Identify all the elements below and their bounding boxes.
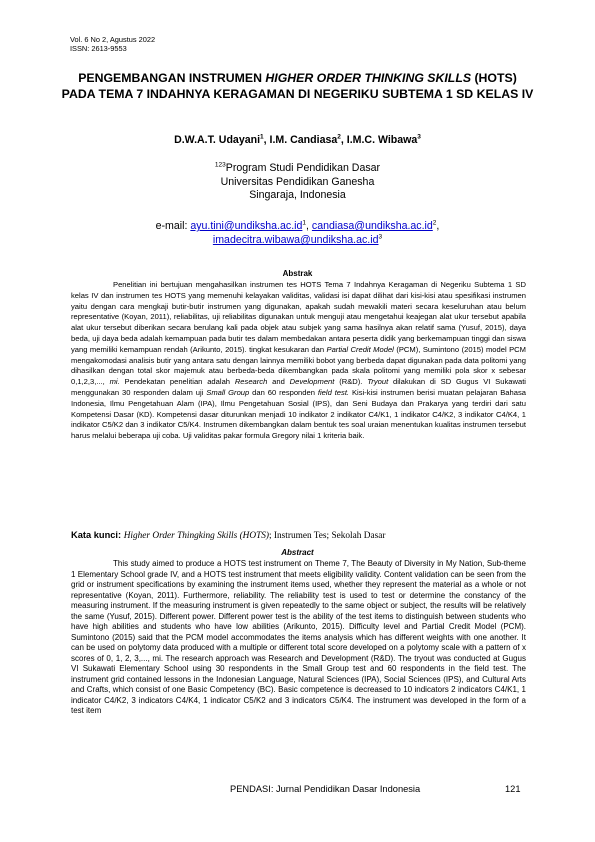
- author-list: [60, 134, 535, 146]
- email-separator: ,: [306, 220, 312, 232]
- abstrak-text-b: Partial Credit Model: [326, 344, 394, 354]
- email-1-sup: 1: [302, 219, 307, 227]
- affiliation-line-3: Singaraja, Indonesia: [249, 189, 346, 201]
- keywords-italic: Higher Order Thingking Skills (HOTS): [123, 531, 270, 541]
- abstrak-text-i: (R&D).: [334, 377, 368, 387]
- email-link-2[interactable]: candiasa@undiksha.ac.id: [311, 220, 433, 232]
- abstrak-text-h: Development: [289, 377, 335, 387]
- email-link-3[interactable]: imadecitra.wibawa@undiksha.ac.id: [212, 234, 379, 246]
- abstrak-text-k: dilakukan di SD Gugus VI Sukawati menggunakan 30 responden dalam uji: [71, 377, 526, 397]
- abstrak-text-l: Small Group: [206, 387, 250, 397]
- email-2-sup: 2: [432, 219, 437, 227]
- title-part-1: PENGEMBANGAN INSTRUMEN: [78, 71, 266, 85]
- title-part-2: HIGHER ORDER THINKING SKILLS: [265, 71, 472, 85]
- abstract-en-body: This study aimed to produce a HOTS test instrument on Theme 7, The Beauty of Diversity in My Nation, Sub-theme 1 Elementary School grade IV, and a HOTS test instrument that meets eligibility validity. Content validation can be seen from the grid or instrument specifications by examining the instrument items used, whether they represent the material as a whole or not representative (Koyan, 2011). Furthermore, reliability. The reliability test is used to test or determine the constancy of the measuring instrument. If the measuring instrument is given repeatedly to the same object or subject, the results will be relatively the same (Yusuf, 2015). Different power. Different power test is the ability of the test items to distinguish between students who have high abilities and students who have low abilities (Arikunto, 2015). Difficulty level and Partial Credit Model (PCM). Sumintono (2015) said that the PCM model accommodates the items analysis which has different weights with one another. It can be used on polytomy data produced with a multiple or different total score developed on a polytomy scale with a pattern of x scores of 0, 1, 2, 3,..., mi. The research approach was Research and Development (R&D). The tryout was conducted at Gugus VI Sukawati Elementary School using 30 respondents in the Small Group test and 60 respondents in the field test. The instrument grid contained lessons in the Indonesian Language, Natural Sciences (IPA), Social Sciences (IPS), and Cultural Arts and Crafts, which consist of one Basic Competency (BC). Basic competence is decreased to 10 indicators 2 indicators C4/K1, 1 indicator C4/K2, 3 indicators C4/K4, 1 indicator C5/K2 and 3 indicators C5/K4. The instrument was developed in the form of a test item: [71, 559, 526, 715]
- abstrak-text-j: Tryout: [367, 377, 389, 387]
- email-link-1[interactable]: ayu.tini@undiksha.ac.id: [190, 220, 303, 232]
- paper-title: [60, 70, 535, 102]
- abstract-en-heading: Abstract: [281, 548, 314, 557]
- affiliation-line-1: Program Studi Pendidikan Dasar: [225, 162, 381, 174]
- abstrak-text-f: Research: [234, 377, 268, 387]
- email-block: [60, 219, 535, 247]
- abstrak-heading: Abstrak: [282, 269, 313, 278]
- abstrak-text-e: Pendekatan penelitian adalah: [119, 377, 235, 387]
- journal-volume: Vol. 6 No 2, Agustus 2022: [70, 35, 156, 44]
- author-1-sup: 1: [260, 133, 264, 141]
- affiliation-sup: 123: [214, 161, 226, 169]
- journal-issn: ISSN: 2613-9553: [70, 44, 127, 53]
- title-part-3: (HOTS) PADA TEMA 7 INDAHNYA KERAGAMAN DI NEGERIKU SUBTEMA 1 SD KELAS IV: [61, 71, 534, 101]
- affiliation-line-2: Universitas Pendidikan Ganesha: [220, 175, 375, 188]
- abstrak-text-o: Kisi-kisi instrumen berisi muatan pelajaran Bahasa Indonesia, Ilmu Pengetahuan Alam (IPA), Ilmu Pengetahuan Sosial (IPS), dan Seni Budaya dan Prakarya yang terdiri dari satu Kompetensi Dasar (KD). Kompetensi dasar diturunkan menjadi 10 indikator 2 indikator C4/K1, 1 indikator C4/K2, 3 indikator C4/K4, 1 indikator C5/K2 dan 3 indikator C5/K4. Instrumen dikembangkan dalam bentuk tes soal uraian menentukan kualitas instrumen tersebut harus melalui beberapa uji coba. Uji validitas pakar formula Gregory nilai 1 kriteria baik.: [71, 387, 526, 441]
- author-2-sup: 2: [337, 133, 341, 141]
- author-1: D.W.A.T. Udayani: [174, 134, 261, 146]
- abstrak-text-n: field test.: [317, 387, 350, 397]
- keywords-rest: ; Instrumen Tes; Sekolah Dasar: [269, 531, 386, 541]
- abstrak-body: [71, 280, 526, 442]
- abstrak-text-g: and: [267, 377, 290, 387]
- author-2: , I.M. Candiasa: [263, 134, 338, 146]
- author-3: , I.M.C. Wibawa: [340, 134, 418, 146]
- author-3-sup: 3: [417, 133, 421, 141]
- footer-journal: PENDASI: Jurnal Pendidikan Dasar Indonesia: [230, 784, 421, 794]
- abstrak-text-a: Penelitian ini bertujuan mengahasilkan instrumen tes HOTS Tema 7 Indahnya Keragaman di Negeriku Subtema 1 SD kelas IV dan instrumen tes HOTS yang memenuhi kelayakan validitas, validasi isi dapat dilihat dari kisi-kisi atau spesifikasi instrumen yaitu dengan cara mengkaji butir-butir instrumen yang digunakan, apakah sudah mewakili materi secara keseluruhan atau belum representative (Koyan, 2011), reliabilitas, uji reliabilitas digunakan untuk menguji atau mengetahui keajegan alat ukur tersebut apabila alat ukur tersebut diberikan secara berulang kali pada objek atau subjek yang sama hasilnya akan relatif sama (Yusuf, 2015), daya beda, uji daya beda adalah kemampuan pada butir tes dalam membedakan antara peserta didik yang berkemampuan tinggi dan siswa yang memiliki kemampuan rendah (Arikunto, 2015). tingkat kesukaran dan: [71, 280, 526, 354]
- email-label: e-mail:: [155, 220, 191, 232]
- email-3-sup: 3: [378, 233, 383, 241]
- abstrak-text-d: mi.: [109, 377, 120, 387]
- keywords-label: Kata kunci:: [71, 530, 124, 540]
- page-number: 121: [505, 784, 521, 794]
- keywords: [71, 530, 526, 541]
- email-separator-2: ,: [436, 220, 440, 232]
- abstrak-text-c: (PCM), Sumintono (2015) model PCM mengakomodasi analisis butir yang antara satu dengan lainnya memiliki bobot yang berbeda dapat digunakan pada data politomi yang dihasilkan dengan total skor majemuk atau berbeda-beda dikembangkan pada skala politomi yang memiliki pola skor x sebesar 0,1,2,3,...,: [71, 344, 526, 387]
- abstrak-text-m: dan 60 responden: [249, 387, 318, 397]
- affiliation: [60, 162, 535, 203]
